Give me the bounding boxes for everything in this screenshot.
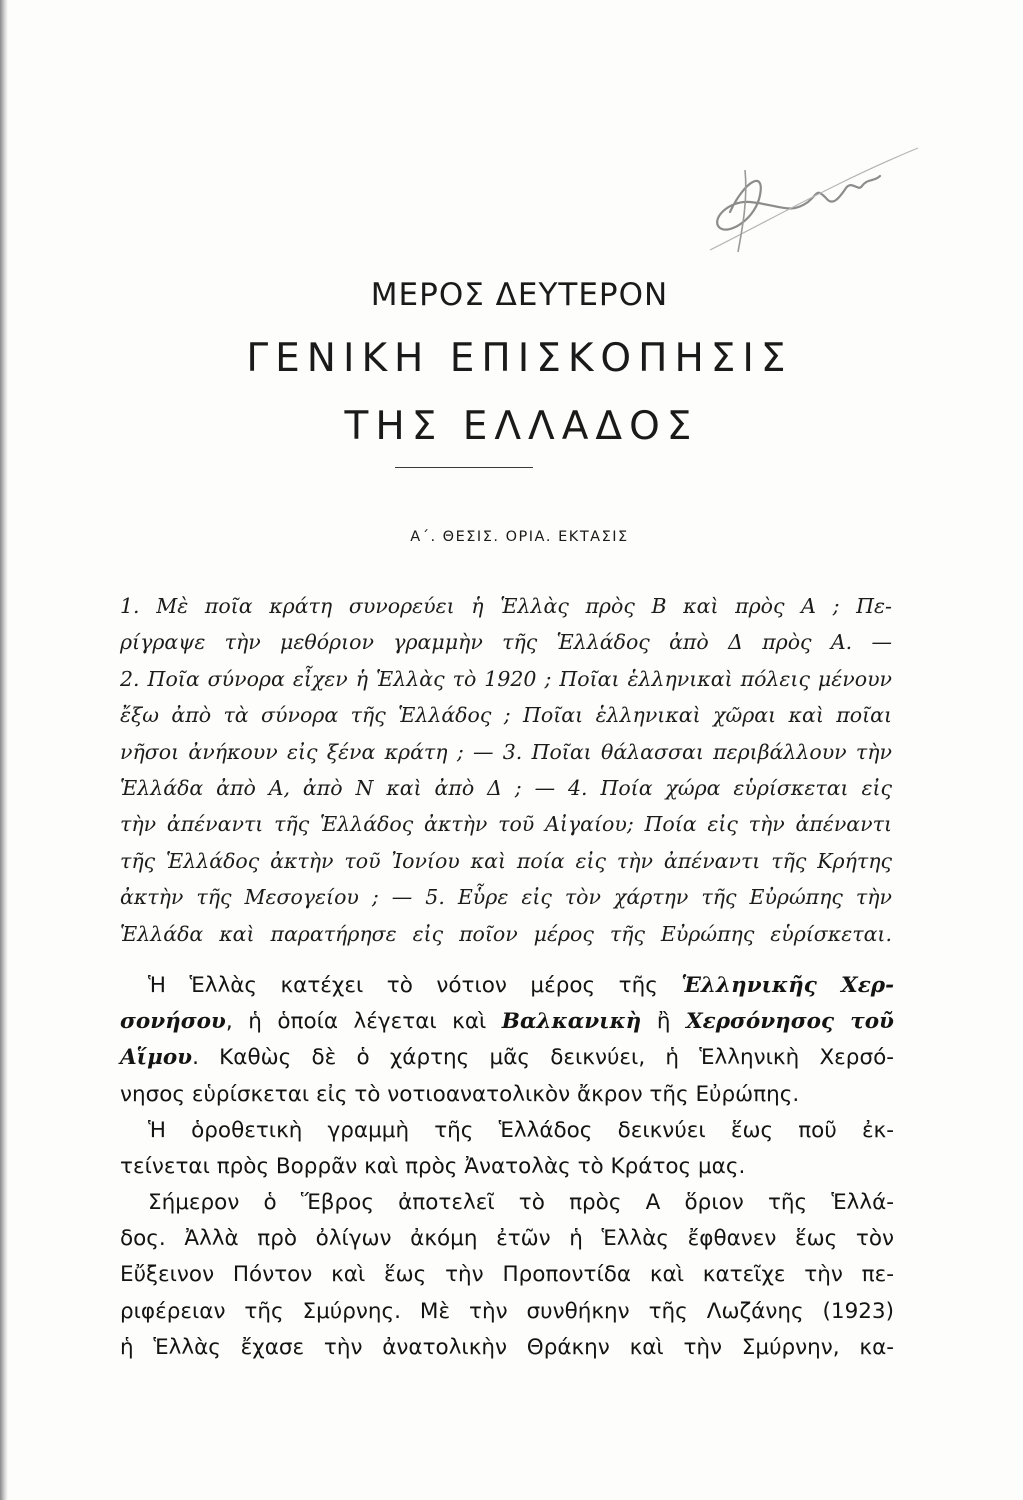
paragraph-line: Σήμερον ὁ Ἕβρος ἀποτελεῖ τὸ πρὸς Α ὅριον τῆς Ἑλλά-: [148, 1190, 894, 1215]
text-run: ἢ: [656, 1009, 671, 1035]
term-hellenic-peninsula: Ἑλληνικῆς Χερ-: [681, 973, 894, 998]
question-line: Ἑλλάδα ἀπὸ Α, ἀπὸ Ν καὶ ἀπὸ Δ ; — 4. Ποία χώρα εὑρίσκεται εἰς: [120, 776, 892, 801]
section-heading: Α΄. ΘΕΣΙΣ. ΟΡΙΑ. ΕΚΤΑΣΙΣ: [410, 529, 629, 545]
paragraph-line: δος. Ἀλλὰ πρὸ ὀλίγων ἀκόμη ἐτῶν ἡ Ἑλλὰς ἔφθανεν ἕως τὸν: [120, 1226, 894, 1252]
main-title-line-2: ΤΗΣ ΕΛΛΑΔΟΣ: [344, 404, 699, 449]
text-run: Ἡ Ἑλλὰς κατέχει τὸ νότιον μέρος τῆς: [148, 973, 658, 998]
paragraph-line: ριφέρειαν τῆς Σμύρνης. Μὲ τὴν συνθήκην τῆς Λωζάνης (1923): [120, 1298, 894, 1324]
question-line: ρίγραψε τὴν μεθόριον γραμμὴν τῆς Ἑλλάδος ἀπὸ Δ πρὸς Α. —: [120, 630, 892, 655]
term-haemus-peninsula: Χερσόνησος τοῦ: [686, 1009, 894, 1035]
term-hellenic-peninsula-end: σονήσου: [120, 1009, 226, 1035]
text-run: . Καθὼς δὲ ὁ χάρτης μᾶς δεικνύει, ἡ Ἑλληνικὴ Χερσό-: [192, 1045, 894, 1071]
paragraph-3: [120, 1185, 894, 1366]
study-questions: [120, 588, 892, 952]
part-title: ΜΕΡΟΣ ΔΕΥΤΕΡΟΝ: [370, 277, 669, 313]
paragraph-2: [120, 1113, 894, 1185]
paragraph-line: νησος εὑρίσκεται εἰς τὸ νοτιοανατολικὸν ἄκρον τῆς Εὐρώπης.: [120, 1081, 800, 1107]
paragraph-line: Εὔξεινον Πόντον καὶ ἕως τὴν Προποντίδα καὶ κατεῖχε τὴν πε-: [120, 1262, 894, 1288]
question-line: ἀκτὴν τῆς Μεσογείου ; — 5. Εὗρε εἰς τὸν χάρτην τῆς Εὐρώπης τὴν: [120, 885, 892, 910]
term-balkan: Βαλκανικὴ: [501, 1009, 642, 1035]
main-title-line-1: ΓΕΝΙΚΗ ΕΠΙΣΚΟΠΗΣΙΣ: [246, 336, 793, 381]
paragraph-line: ἡ Ἑλλὰς ἔχασε τὴν ἀνατολικὴν Θράκην καὶ τὴν Σμύρνην, κα-: [120, 1334, 894, 1360]
paragraph-line: τείνεται πρὸς Βορρᾶν καὶ πρὸς Ἀνατολὰς τὸ Κράτος μας.: [120, 1154, 746, 1180]
question-line: νῆσοι ἀνήκουν εἰς ξένα κράτη ; — 3. Ποῖαι θάλασσαι περιβάλλουν τὴν: [120, 739, 892, 764]
page-binding-edge: [0, 0, 8, 1500]
question-line: ἔξω ἀπὸ τὰ σύνορα τῆς Ἑλλάδος ; Ποῖαι ἑλληνικαὶ χῶραι καὶ ποῖαι: [120, 703, 892, 728]
question-line: Ἑλλάδα καὶ παρατήρησε εἰς ποῖον μέρος τῆς Εὐρώπης εὑρίσκεται.: [120, 921, 892, 946]
text-run: , ἡ ὁποία λέγεται καὶ: [225, 1009, 487, 1035]
term-haemus: Αἵμου: [120, 1045, 193, 1071]
handwritten-signature: [690, 140, 920, 270]
paragraph-1: [120, 968, 894, 1113]
paragraph-line: [120, 1040, 894, 1076]
question-line: 1. Μὲ ποῖα κράτη συνορεύει ἡ Ἑλλὰς πρὸς Β καὶ πρὸς Α ; Πε-: [120, 594, 892, 618]
paragraph-line: [120, 1004, 894, 1040]
paragraph-line: Ἡ ὁροθετικὴ γραμμὴ τῆς Ἑλλάδος δεικνύει ἕως ποῦ ἐκ-: [148, 1118, 894, 1143]
title-divider: [395, 467, 533, 468]
question-line: 2. Ποῖα σύνορα εἶχεν ἡ Ἑλλὰς τὸ 1920 ; Ποῖαι ἑλληνικαὶ πόλεις μένουν: [120, 666, 892, 691]
question-line: τὴν ἀπέναντι τῆς Ἑλλάδος ἀκτὴν τοῦ Αἰγαίου; Ποία εἰς τὴν ἀπέναντι: [120, 812, 892, 837]
question-line: τῆς Ἑλλάδος ἀκτὴν τοῦ Ἰονίου καὶ ποία εἰς τὴν ἀπέναντι τῆς Κρήτης: [120, 848, 892, 873]
paragraph-line: [120, 968, 894, 1004]
